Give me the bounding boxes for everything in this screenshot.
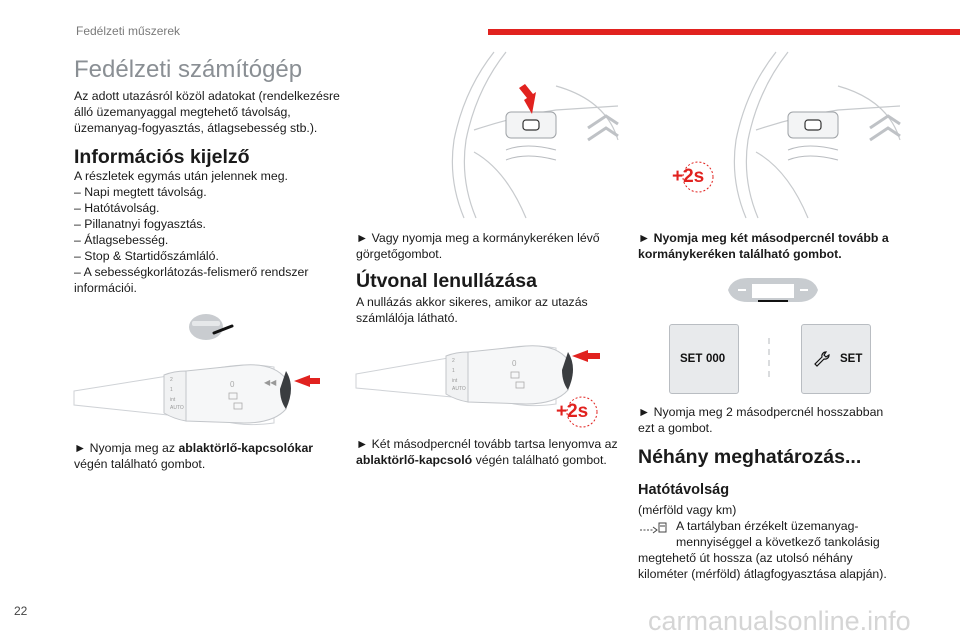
step-text: végén található gombot. bbox=[74, 457, 206, 471]
range-definition-line: megtehető út hossza (az utolsó néhány bbox=[638, 551, 853, 565]
step-text: végén található gombot. bbox=[472, 453, 607, 467]
watermark: carmanualsonline.info bbox=[648, 606, 911, 636]
step-text: ► Két másodpercnél tovább tartsa lenyomva az bbox=[356, 437, 618, 451]
step-line: görgetőgombot. bbox=[356, 247, 443, 261]
svg-text:1: 1 bbox=[452, 368, 455, 374]
intro-line: álló üzemanyaggal megtehető távolság, bbox=[74, 105, 291, 119]
svg-text:int: int bbox=[452, 378, 458, 384]
set-label: SET bbox=[680, 353, 703, 365]
fuel-range-icon bbox=[640, 521, 670, 533]
step-wiper-button bbox=[74, 440, 354, 472]
section-heading-reset: Útvonal lenullázása bbox=[356, 270, 537, 292]
svg-text:1: 1 bbox=[170, 387, 173, 393]
step-line: kormánykeréken található gombot. bbox=[638, 247, 842, 261]
wiper-stalk-icon bbox=[356, 346, 573, 406]
timer-label: +2s bbox=[672, 166, 705, 187]
list-item: – A sebességkorlátozás-felismerő rendszer bbox=[74, 265, 309, 279]
svg-text:2: 2 bbox=[452, 358, 455, 364]
svg-text:0: 0 bbox=[230, 380, 235, 389]
svg-text:AUTO: AUTO bbox=[170, 405, 184, 411]
list-item: – Pillanatnyi fogyasztás. bbox=[74, 217, 206, 231]
set-reset-screen bbox=[669, 324, 739, 394]
timer-badge bbox=[556, 395, 600, 431]
section-header: Fedélzeti műszerek bbox=[76, 24, 181, 38]
svg-text:0: 0 bbox=[512, 359, 517, 368]
wiper-stalk-illustration bbox=[74, 305, 344, 425]
subheading-range: Hatótávolság bbox=[638, 482, 730, 498]
arrow-down-icon bbox=[519, 84, 536, 114]
step-scroll-wheel bbox=[356, 230, 618, 262]
step-long-press bbox=[356, 436, 618, 468]
range-definition-line: kilométer (mérföld) átlagfogyasztása alapján). bbox=[638, 567, 887, 581]
arrow-right-icon bbox=[572, 350, 600, 362]
wiper-stalk-icon bbox=[74, 365, 291, 425]
list-item: – Stop & Startidőszámláló. bbox=[74, 249, 219, 263]
page-title: Fedélzeti számítógép bbox=[74, 56, 303, 83]
svg-text:int: int bbox=[170, 397, 176, 403]
steering-wheel-icon bbox=[189, 314, 232, 340]
set-settings-screen bbox=[801, 324, 871, 394]
display-list bbox=[74, 168, 354, 296]
step-bold: ablaktörlő-kapcsoló bbox=[356, 453, 473, 467]
step-press-button bbox=[638, 404, 900, 436]
instrument-panel-icon bbox=[728, 276, 818, 306]
intro-line: Az adott utazásról közöl adatokat (rendelkezésre bbox=[74, 89, 340, 103]
steering-wheel-illustration bbox=[356, 50, 618, 220]
reset-line: számlálója látható. bbox=[356, 311, 458, 325]
page-number: 22 bbox=[14, 604, 28, 618]
range-definition bbox=[638, 550, 902, 582]
step-line: ► Nyomja meg két másodpercnél tovább a bbox=[638, 231, 889, 245]
step-wheel-long-press bbox=[638, 230, 900, 262]
wrench-icon bbox=[814, 351, 830, 367]
list-item: – Átlagsebesség. bbox=[74, 233, 169, 247]
intro-paragraph bbox=[74, 88, 354, 136]
list-item: – Hatótávolság. bbox=[74, 201, 160, 215]
section-heading-display: Információs kijelző bbox=[74, 146, 250, 168]
list-item: – Napi megtett távolság. bbox=[74, 185, 207, 199]
list-item: információi. bbox=[74, 281, 137, 295]
timer-label: +2s bbox=[556, 401, 589, 422]
section-heading-definitions: Néhány meghatározás... bbox=[638, 446, 862, 468]
timer-badge bbox=[672, 160, 716, 196]
arrow-right-icon bbox=[294, 375, 320, 387]
svg-text:AUTO: AUTO bbox=[452, 386, 466, 392]
reset-paragraph bbox=[356, 294, 618, 326]
set-value: 000 bbox=[706, 353, 726, 365]
step-line: ► Vagy nyomja meg a kormánykeréken lévő bbox=[356, 231, 600, 245]
step-bold: ablaktörlő-kapcsolókar bbox=[178, 441, 314, 455]
range-definition-line: mennyiséggel a következő tankolásig bbox=[676, 535, 880, 549]
reset-line: A nullázás akkor sikeres, amikor az utazás bbox=[356, 295, 588, 309]
list-intro: A részletek egymás után jelennek meg. bbox=[74, 169, 288, 183]
step-line: ezt a gombot. bbox=[638, 421, 713, 435]
intro-line: üzemanyag-fogyasztás, átlagsebesség stb.). bbox=[74, 121, 318, 135]
accent-bar bbox=[488, 29, 960, 35]
step-line: ► Nyomja meg 2 másodpercnél hosszabban bbox=[638, 405, 884, 419]
divider-dashes bbox=[766, 338, 772, 382]
step-text: ► Nyomja meg az bbox=[74, 441, 179, 455]
svg-text:◀◀: ◀◀ bbox=[264, 378, 277, 387]
range-unit: (mérföld vagy km) bbox=[638, 503, 737, 517]
svg-text:2: 2 bbox=[170, 377, 173, 383]
range-definition-line: A tartályban érzékelt üzemanyag- bbox=[676, 519, 859, 533]
set-label: SET bbox=[840, 353, 863, 365]
